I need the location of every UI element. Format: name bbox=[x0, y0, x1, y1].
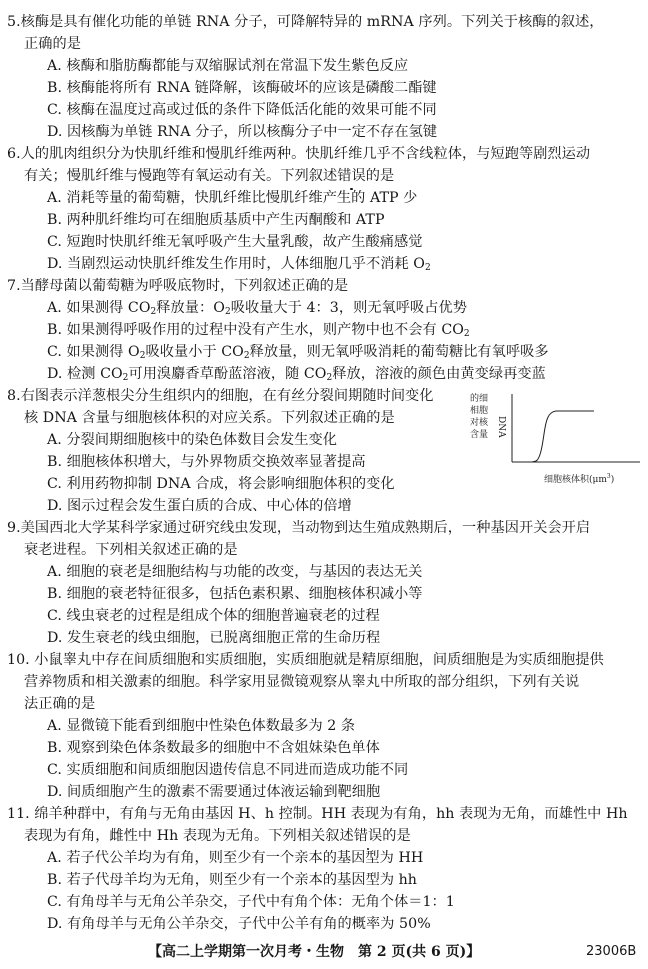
question-9-option-d: D. 发生衰老的线虫细胞，已脱离细胞正常的生命历程 bbox=[47, 630, 381, 646]
question-7-option-d: D. 检测 $CO_2$可用溴麝香草酚蓝溶液，随 $CO_2$释放，溶液的颜色由黄变绿再变蓝 bbox=[47, 366, 546, 383]
question-6-option-d: D. 当剧烈运动快肌纤维发生作用时，人体细胞几乎不消耗 $O_2$ bbox=[47, 256, 431, 273]
dna-vs-nucleus-volume-figure bbox=[470, 392, 645, 492]
question-11-option-b: B. 若子代母羊均为无角，则至少有一个亲本的基因型为 hh bbox=[47, 872, 417, 888]
question-5-option-b: B. 核酶能将所有 RNA 链降解，该酶破坏的应该是磷酸二酯键 bbox=[47, 80, 437, 96]
question-9-stem: 9.美国西北大学某科学家通过研究线虫发现，当动物到达生殖成熟期后，一种基因开关会开启 bbox=[7, 520, 591, 536]
question-9-stem-cont: 衰老进程。下列相关叙述正确的是 bbox=[24, 542, 238, 558]
question-7-option-c: C. 如果测得 $O_2$吸收量小于 $CO_2$释放量，则无氧呼吸消耗的葡萄糖比有氧呼吸多 bbox=[47, 344, 549, 361]
question-9-option-a: A. 细胞的衰老是细胞结构与功能的改变，与基因的表达无关 bbox=[47, 564, 423, 580]
question-10-stem: 10. 小鼠睾丸中存在间质细胞和实质细胞，实质细胞就是精原细胞，间质细胞是为实质细胞提供 bbox=[7, 652, 604, 668]
y-label-dna: DNA bbox=[496, 416, 506, 438]
question-5-stem-cont: 正确的是 bbox=[24, 36, 81, 52]
question-11-stem-cont: 表现为有角，雌性中 Hh 表现为无角。下列相关叙述错误的是 bbox=[24, 825, 411, 847]
y-label-line-3: 对核 bbox=[470, 418, 489, 428]
question-10-option-d: D. 间质细胞产生的激素不需要通过体液运输到靶细胞 bbox=[47, 784, 381, 800]
question-7-stem: 7.当酵母菌以葡萄糖为呼吸底物时，下列叙述正确的是 bbox=[7, 278, 349, 294]
question-10-stem-cont: 营养物质和相关激素的细胞。科学家用显微镜观察从睾丸中所取的部分组织，下列有关说 bbox=[24, 674, 580, 690]
emphasis-text: 错误 bbox=[337, 165, 365, 187]
question-8-option-c: C. 利用药物抑制 DNA 合成，将会影响细胞体积的变化 bbox=[47, 476, 395, 492]
y-label-line-4: 含量 bbox=[470, 430, 489, 440]
question-5-stem: 5.核酶是具有催化功能的单链 RNA 分子，可降解特异的 mRNA 序列。下列关于核酶的叙述， bbox=[7, 14, 604, 30]
figure-svg bbox=[470, 392, 645, 492]
dna-curve bbox=[532, 411, 594, 462]
question-10-option-c: C. 实质细胞和间质细胞因遗传信息不同进而造成功能不同 bbox=[47, 762, 409, 778]
question-11-option-d: D. 有角母羊与无角公羊杂交，子代中公羊有角的概率为 50% bbox=[47, 916, 431, 932]
page-footer: 【高二上学期第一次月考・生物 第 2 页(共 6 页)】 bbox=[148, 944, 481, 960]
question-9-option-c: C. 线虫衰老的过程是组成个体的细胞普遍衰老的过程 bbox=[47, 608, 380, 624]
question-7-option-a: A. 如果测得 $CO_2$释放量：$O_2$吸收量大于 4：3，则无氧呼吸占优势 bbox=[47, 300, 467, 317]
question-6-stem: 6.人的肌肉组织分为快肌纤维和慢肌纤维两种。快肌纤维几乎不含线粒体，与短跑等剧烈运动 bbox=[7, 146, 591, 162]
question-7-option-b: B. 如果测得呼吸作用的过程中没有产生水，则产物中也不会有 $CO_2$ bbox=[47, 322, 470, 339]
question-6-option-c: C. 短跑时快肌纤维无氧呼吸产生大量乳酸，故产生酸痛感觉 bbox=[47, 234, 423, 250]
emphasis-text: 错误 bbox=[354, 825, 382, 847]
question-10-stem-cont-2: 法正确的是 bbox=[24, 696, 96, 712]
question-11-option-c: C. 有角母羊与无角公羊杂交，子代中有角个体：无角个体＝1：1 bbox=[47, 894, 455, 910]
question-8-option-b: B. 细胞核体积增大，与外界物质交换效率显著提高 bbox=[47, 454, 366, 470]
question-5-option-c: C. 核酶在温度过高或过低的条件下降低活化能的效果可能不同 bbox=[47, 102, 437, 118]
question-6-option-b: B. 两种肌纤维均可在细胞质基质中产生丙酮酸和 ATP bbox=[47, 212, 385, 228]
question-8-stem: 8.右图表示洋葱根尖分生组织内的细胞，在有丝分裂间期随时间变化 bbox=[7, 388, 434, 404]
exam-code: 23006B bbox=[586, 944, 637, 959]
question-11-option-a: A. 若子代公羊均为有角，则至少有一个亲本的基因型为 HH bbox=[47, 850, 424, 866]
x-axis-label: 细胞核体积$(\mu m^3)$ bbox=[544, 473, 615, 485]
question-8-stem-cont: 核 DNA 含量与细胞核体积的对应关系。下列叙述正确的是 bbox=[24, 410, 395, 426]
question-8-option-a: A. 分裂间期细胞核中的染色体数目会发生变化 bbox=[47, 432, 337, 448]
question-11-stem: 11. 绵羊种群中，有角与无角由基因 H、h 控制。HH 表现为有角，hh 表现为无角，而雄性中 Hh bbox=[7, 806, 628, 822]
question-9-option-b: B. 细胞的衰老特征很多，包括色素积累、细胞核体积减小等 bbox=[47, 586, 423, 602]
question-5-option-a: A. 核酶和脂肪酶都能与双缩脲试剂在常温下发生紫色反应 bbox=[47, 58, 409, 74]
y-label-line-1: 的细 bbox=[470, 394, 489, 404]
question-8-option-d: D. 图示过程会发生蛋白质的合成、中心体的倍增 bbox=[47, 498, 352, 514]
question-6-option-a: A. 消耗等量的葡萄糖，快肌纤维比慢肌纤维产生的 ATP 少 bbox=[47, 190, 418, 206]
question-5-option-d: D. 因核酶为单链 RNA 分子，所以核酶分子中一定不存在氢键 bbox=[47, 124, 438, 140]
question-10-option-b: B. 观察到染色体条数最多的细胞中不含姐妹染色单体 bbox=[47, 740, 380, 756]
question-6-stem-cont: 有关；慢肌纤维与慢跑等有氧运动有关。下列叙述错误的是 bbox=[24, 165, 394, 187]
question-10-option-a: A. 显微镜下能看到细胞中性染色体数最多为 2 条 bbox=[47, 718, 356, 734]
y-label-line-2: 相胞 bbox=[470, 406, 489, 416]
